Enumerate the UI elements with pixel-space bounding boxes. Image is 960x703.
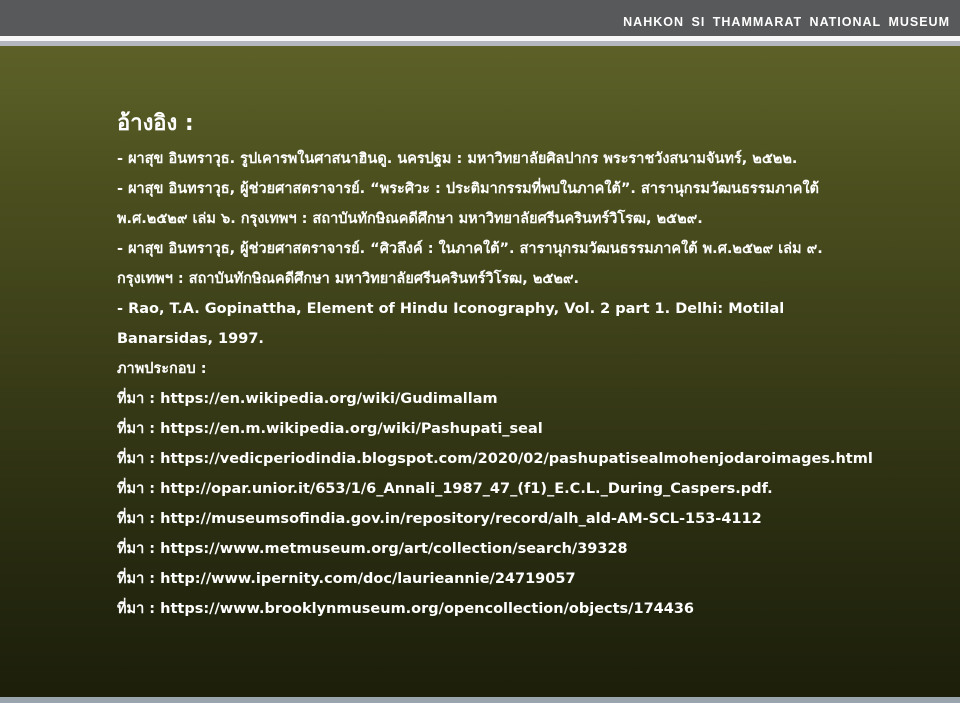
figure-source: ที่มา : https://en.wikipedia.org/wiki/Gudimallam bbox=[117, 391, 498, 407]
figure-source: ที่มา : https://en.m.wikipedia.org/wiki/Pashupati_seal bbox=[117, 421, 543, 437]
figures-heading: ภาพประกอบ : bbox=[117, 361, 207, 377]
figure-source: ที่มา : http://www.ipernity.com/doc/laurieannie/24719057 bbox=[117, 571, 576, 587]
header-title: NAHKON SI THAMMARAT NATIONAL MUSEUM bbox=[623, 15, 950, 29]
figure-source: ที่มา : https://www.brooklynmuseum.org/opencollection/objects/174436 bbox=[117, 601, 695, 617]
reference-item: - Rao, T.A. Gopinattha, Element of Hindu Iconography, Vol. 2 part 1. Delhi: Motilal Banarsidas, 1997. bbox=[117, 301, 785, 347]
figure-source: ที่มา : https://www.metmuseum.org/art/collection/search/39328 bbox=[117, 541, 628, 557]
bottom-band bbox=[0, 697, 960, 703]
content-area bbox=[117, 108, 877, 624]
reference-item: - ผาสุข อินทราวุธ, ผู้ช่วยศาสตราจารย์. “พระศิวะ : ประติมากรรมที่พบในภาคใต้”. สารานุกรมวัฒนธรรมภาคใต้ พ.ศ.๒๕๒๙ เล่ม ๖. กรุงเทพฯ : สถาบันทักษิณคดีศึกษา มหาวิทยาลัยศรีนครินทร์วิโรฒ, ๒๕๒๙. bbox=[117, 181, 819, 227]
reference-item: - ผาสุข อินทราวุธ. รูปเคารพในศาสนาฮินดู. นครปฐม : มหาวิทยาลัยศิลปากร พระราชวังสนามจันทร์, ๒๕๒๒. bbox=[117, 151, 798, 167]
references-heading: อ้างอิง : bbox=[117, 111, 194, 136]
figure-source: ที่มา : http://opar.unior.it/653/1/6_Annali_1987_47_(f1)_E.C.L._During_Caspers.pdf. bbox=[117, 481, 773, 497]
figure-source: ที่มา : http://museumsofindia.gov.in/repository/record/alh_ald-AM-SCL-153-4112 bbox=[117, 511, 762, 527]
reference-item: - ผาสุข อินทราวุธ, ผู้ช่วยศาสตราจารย์. “ศิวลึงค์ : ในภาคใต้”. สารานุกรมวัฒนธรรมภาคใต้ พ.ศ.๒๕๒๙ เล่ม ๙. กรุงเทพฯ : สถาบันทักษิณคดีศึกษา มหาวิทยาลัยศรีนครินทร์วิโรฒ, ๒๕๒๙. bbox=[117, 241, 823, 287]
header-bar bbox=[0, 0, 960, 36]
figure-source: ที่มา : https://vedicperiodindia.blogspot.com/2020/02/pashupatisealmohenjodaroimages.html bbox=[117, 451, 873, 467]
